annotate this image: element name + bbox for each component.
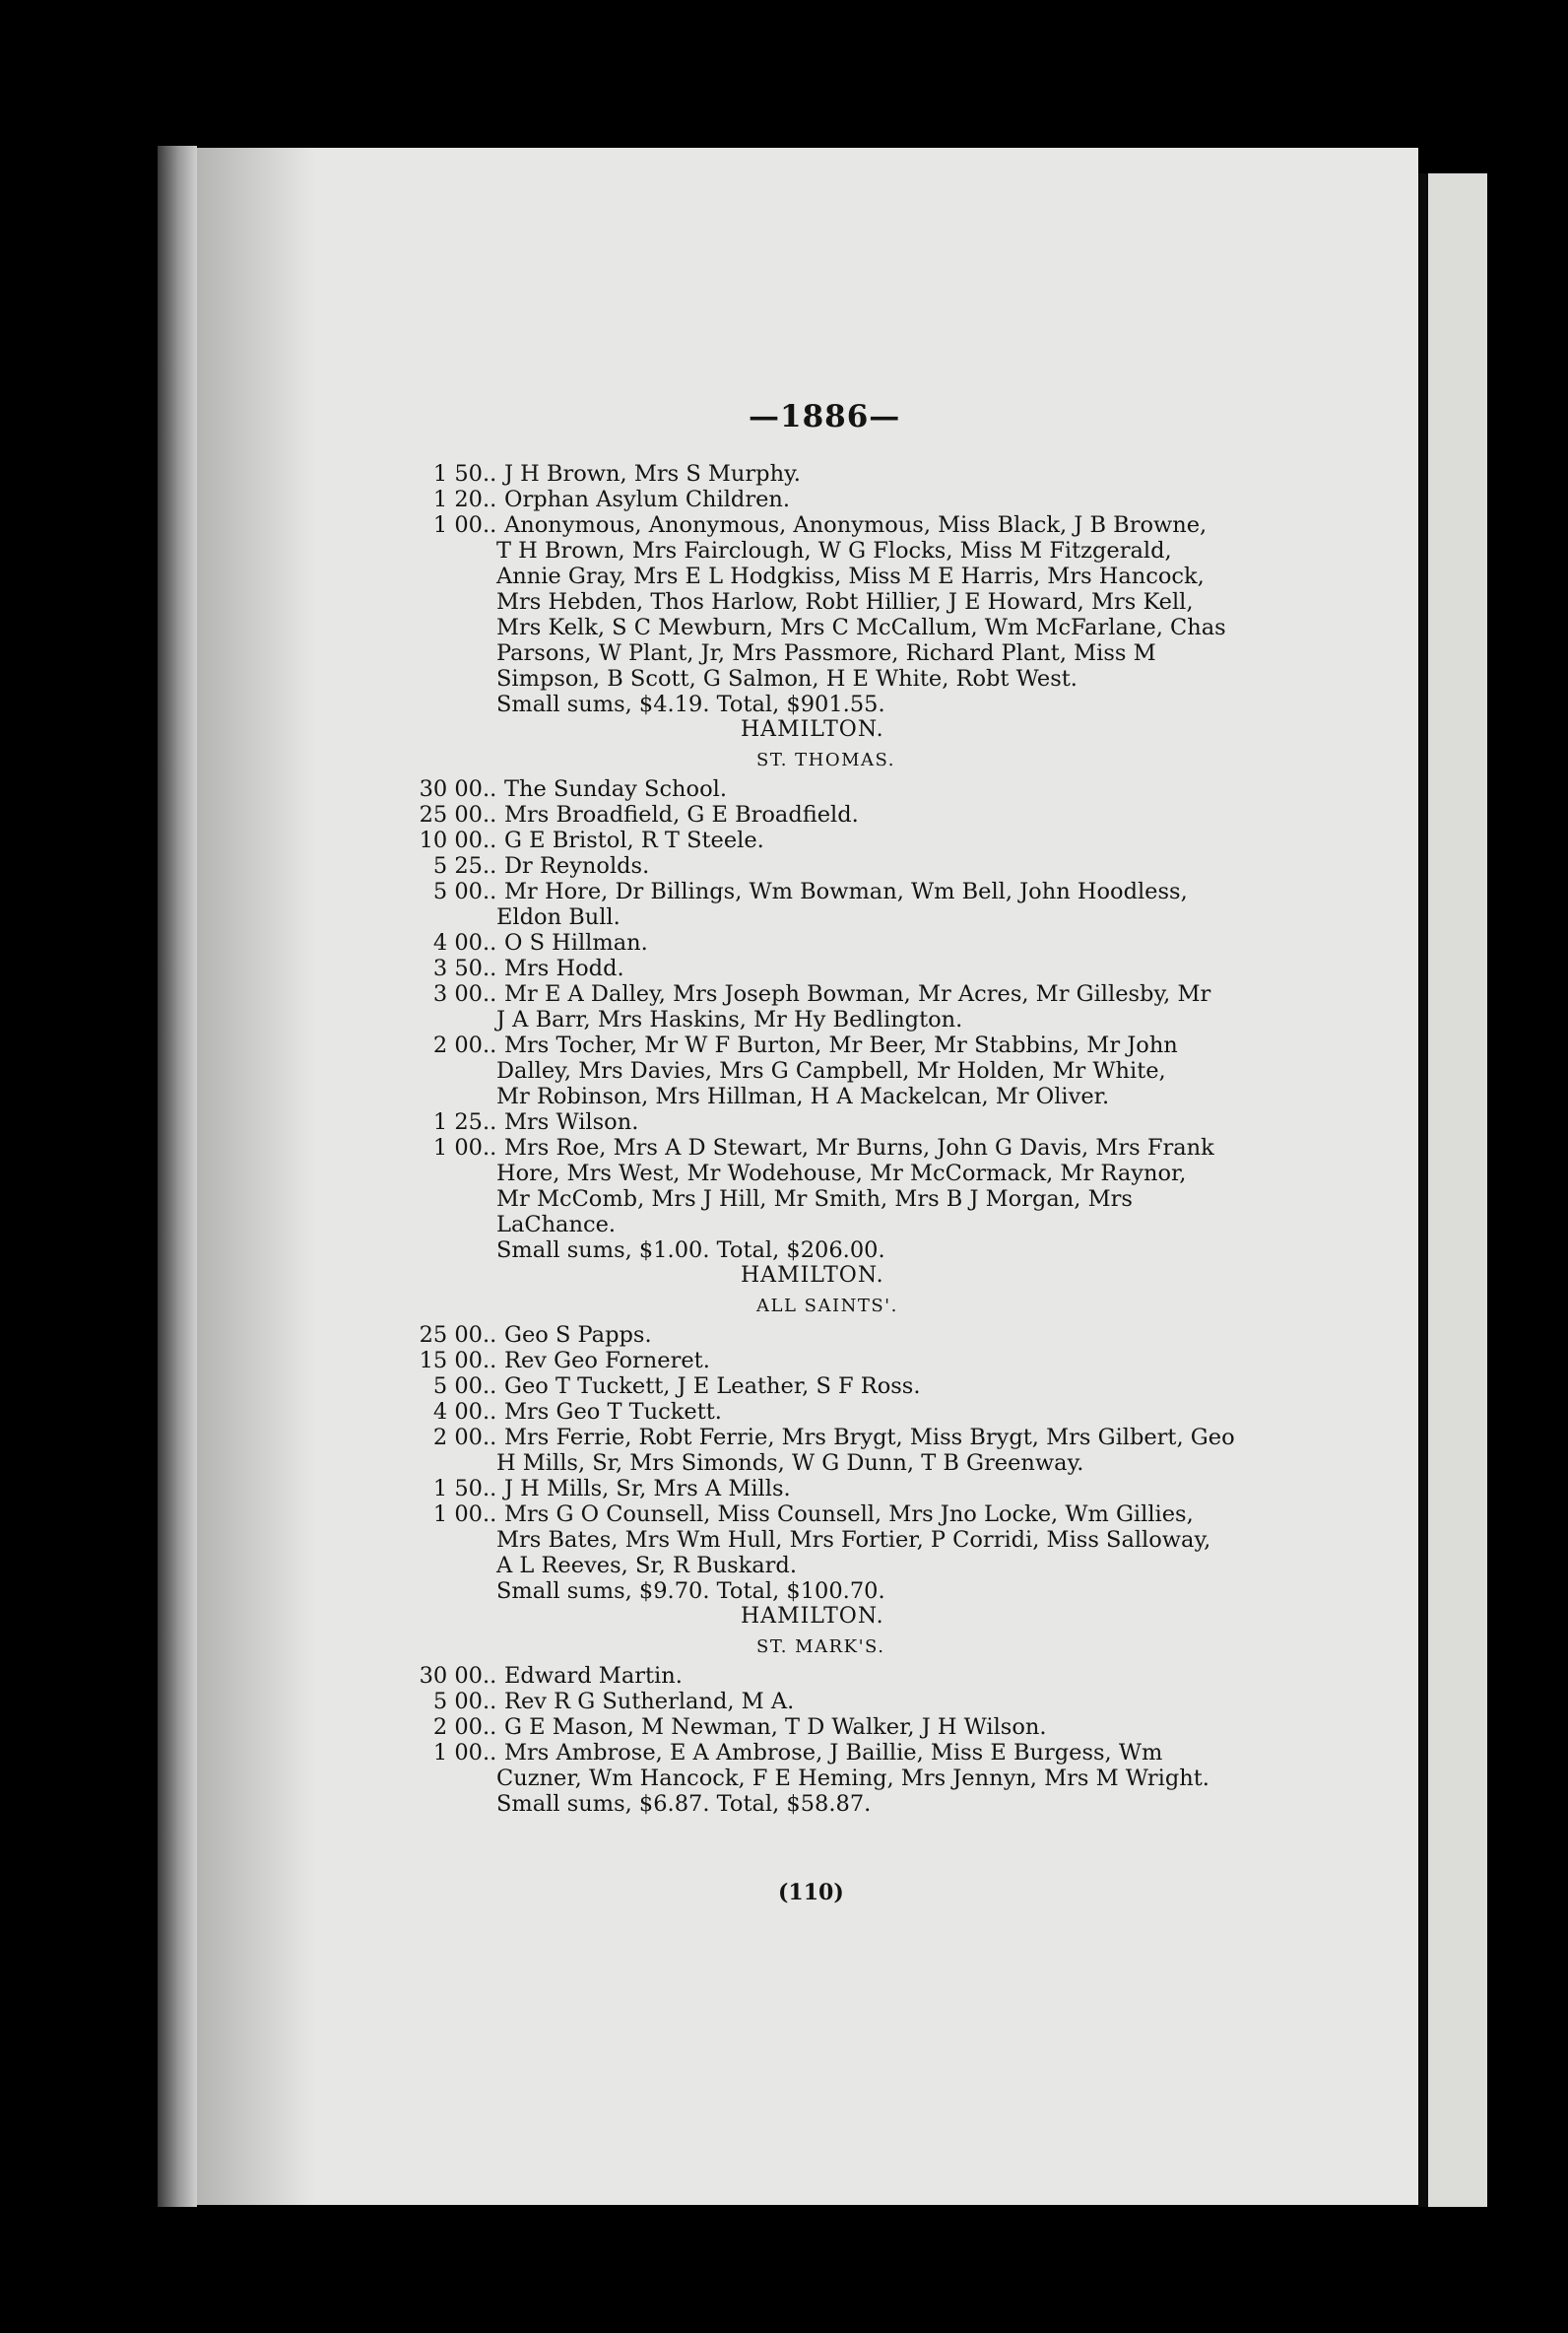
donation-amount: 5 00: [432, 1373, 483, 1399]
donation-entry: [386, 1399, 1273, 1425]
donation-amount: 25 00: [419, 802, 483, 828]
donor-names-continued: J A Barr, Mrs Haskins, Mr Hy Bedlington.: [496, 1007, 963, 1033]
section-church-heading: ST. MARK'S.: [756, 1636, 885, 1657]
amount-leader-dots: ..: [483, 1689, 497, 1714]
amount-leader-dots: ..: [483, 930, 497, 956]
page-number: (110): [778, 1880, 844, 1905]
donor-names-continued: Parsons, W Plant, Jr, Mrs Passmore, Richard Plant, Miss M: [496, 640, 1156, 666]
page-gutter: [1418, 173, 1428, 2207]
amount-leader-dots: ..: [483, 1109, 497, 1135]
donor-names: G E Bristol, R T Steele.: [504, 828, 764, 853]
amount-leader-dots: ..: [483, 1740, 497, 1766]
donor-names-continued: H Mills, Sr, Mrs Simonds, W G Dunn, T B Greenway.: [496, 1450, 1084, 1476]
amount-leader-dots: ..: [483, 956, 497, 981]
amount-leader-dots: ..: [483, 1663, 497, 1689]
donation-amount: 1 00: [432, 1135, 483, 1161]
section-church-heading: ALL SAINTS'.: [756, 1296, 898, 1316]
donor-names-continued: Mrs Hebden, Thos Harlow, Robt Hillier, J E Howard, Mrs Kell,: [496, 589, 1194, 615]
section-summary: Small sums, $9.70. Total, $100.70.: [496, 1578, 885, 1604]
donation-entry: [386, 1135, 1273, 1161]
donation-entry: [386, 1033, 1273, 1058]
facing-page-edge: [1428, 173, 1487, 2207]
donation-entry: [386, 776, 1273, 802]
donor-names: Mrs Broadfield, G E Broadfield.: [504, 802, 859, 828]
donation-amount: 1 25: [432, 1109, 483, 1135]
donation-entry: [386, 1689, 1273, 1714]
amount-leader-dots: ..: [483, 1476, 497, 1501]
donor-names: Geo S Papps.: [504, 1322, 652, 1348]
donation-amount: 1 50: [432, 1476, 483, 1501]
amount-leader-dots: ..: [483, 487, 497, 512]
amount-leader-dots: ..: [483, 1399, 497, 1425]
donation-entry: [386, 1740, 1273, 1766]
donor-names-continued: Eldon Bull.: [496, 904, 621, 930]
section-summary: Small sums, $6.87. Total, $58.87.: [496, 1791, 872, 1817]
donor-names: Mrs G O Counsell, Miss Counsell, Mrs Jno Locke, Wm Gillies,: [504, 1501, 1194, 1527]
donation-entry: [386, 1663, 1273, 1689]
donation-amount: 25 00: [419, 1322, 483, 1348]
donor-names-continued: Mrs Bates, Mrs Wm Hull, Mrs Fortier, P Corridi, Miss Salloway,: [496, 1527, 1211, 1553]
donation-entry: [386, 802, 1273, 828]
donor-names: Orphan Asylum Children.: [504, 487, 791, 512]
donation-entry: [386, 879, 1273, 904]
donation-entry: [386, 981, 1273, 1007]
donation-amount: 4 00: [432, 930, 483, 956]
donation-amount: 2 00: [432, 1425, 483, 1450]
amount-leader-dots: ..: [483, 828, 497, 853]
donor-names-continued: Annie Gray, Mrs E L Hodgkiss, Miss M E Harris, Mrs Hancock,: [496, 564, 1205, 589]
donation-entry: [386, 1714, 1273, 1740]
amount-leader-dots: ..: [483, 1135, 497, 1161]
donation-entry: [386, 1322, 1273, 1348]
donation-amount: 2 00: [432, 1714, 483, 1740]
donor-names: Rev Geo Forneret.: [504, 1348, 710, 1373]
donor-names-continued: T H Brown, Mrs Fairclough, W G Flocks, Miss M Fitzgerald,: [496, 538, 1172, 564]
donation-amount: 30 00: [419, 1663, 483, 1689]
donation-entry: [386, 956, 1273, 981]
donor-names: Mrs Tocher, Mr W F Burton, Mr Beer, Mr Stabbins, Mr John: [504, 1033, 1178, 1058]
donor-names: Rev R G Sutherland, M A.: [504, 1689, 795, 1714]
donation-entry: [386, 1476, 1273, 1501]
book-binding-edge: [158, 146, 197, 2207]
donation-entry: [386, 461, 1273, 487]
donation-entry: [386, 487, 1273, 512]
donation-amount: 1 00: [432, 512, 483, 538]
donor-names: Edward Martin.: [504, 1663, 683, 1689]
amount-leader-dots: ..: [483, 1373, 497, 1399]
donation-entry: [386, 1109, 1273, 1135]
donation-amount: 1 00: [432, 1740, 483, 1766]
amount-leader-dots: ..: [483, 802, 497, 828]
donation-entry: [386, 512, 1273, 538]
donation-entry: [386, 853, 1273, 879]
donation-entry: [386, 1373, 1273, 1399]
amount-leader-dots: ..: [483, 853, 497, 879]
amount-leader-dots: ..: [483, 1425, 497, 1450]
amount-leader-dots: ..: [483, 512, 497, 538]
donation-entry: [386, 828, 1273, 853]
donation-amount: 3 00: [432, 981, 483, 1007]
donor-names-continued: Hore, Mrs West, Mr Wodehouse, Mr McCormack, Mr Raynor,: [496, 1161, 1187, 1186]
amount-leader-dots: ..: [483, 1322, 497, 1348]
donor-names-continued: Dalley, Mrs Davies, Mrs G Campbell, Mr Holden, Mr White,: [496, 1058, 1166, 1084]
donor-names: O S Hillman.: [504, 930, 648, 956]
section-city-heading: HAMILTON.: [741, 717, 884, 742]
donation-entry: [386, 930, 1273, 956]
donation-entry: [386, 1348, 1273, 1373]
donor-names: Mrs Ambrose, E A Ambrose, J Baillie, Miss E Burgess, Wm: [504, 1740, 1163, 1766]
donation-amount: 30 00: [419, 776, 483, 802]
donor-names: J H Brown, Mrs S Murphy.: [504, 461, 801, 487]
amount-leader-dots: ..: [483, 981, 497, 1007]
donor-names: G E Mason, M Newman, T D Walker, J H Wilson.: [504, 1714, 1047, 1740]
donor-names: Mrs Ferrie, Robt Ferrie, Mrs Brygt, Miss Brygt, Mrs Gilbert, Geo: [504, 1425, 1235, 1450]
donor-names-continued: Cuzner, Wm Hancock, F E Heming, Mrs Jennyn, Mrs M Wright.: [496, 1766, 1209, 1791]
page-header-year: —1886—: [749, 399, 901, 434]
donation-amount: 4 00: [432, 1399, 483, 1425]
donation-amount: 5 25: [432, 853, 483, 879]
donor-names: Mrs Wilson.: [504, 1109, 639, 1135]
amount-leader-dots: ..: [483, 1033, 497, 1058]
donation-amount: 2 00: [432, 1033, 483, 1058]
donor-names: Mr E A Dalley, Mrs Joseph Bowman, Mr Acres, Mr Gillesby, Mr: [504, 981, 1211, 1007]
donor-names: The Sunday School.: [504, 776, 727, 802]
donation-amount: 5 00: [432, 1689, 483, 1714]
amount-leader-dots: ..: [483, 461, 497, 487]
amount-leader-dots: ..: [483, 1501, 497, 1527]
amount-leader-dots: ..: [483, 1348, 497, 1373]
donor-names-continued: Mrs Kelk, S C Mewburn, Mrs C McCallum, Wm McFarlane, Chas: [496, 615, 1226, 640]
donor-names-continued: Simpson, B Scott, G Salmon, H E White, Robt West.: [496, 666, 1078, 692]
donor-names: Dr Reynolds.: [504, 853, 650, 879]
section-summary: Small sums, $1.00. Total, $206.00.: [496, 1237, 885, 1263]
donor-names-continued: Mr Robinson, Mrs Hillman, H A Mackelcan, Mr Oliver.: [496, 1084, 1110, 1109]
donation-amount: 1 50: [432, 461, 483, 487]
donor-names: Anonymous, Anonymous, Anonymous, Miss Black, J B Browne,: [504, 512, 1208, 538]
donor-names: J H Mills, Sr, Mrs A Mills.: [504, 1476, 791, 1501]
donor-names: Mrs Hodd.: [504, 956, 624, 981]
donor-names: Mrs Geo T Tuckett.: [504, 1399, 722, 1425]
donation-amount: 10 00: [419, 828, 483, 853]
donation-amount: 1 00: [432, 1501, 483, 1527]
section-city-heading: HAMILTON.: [741, 1263, 884, 1288]
donation-entry: [386, 1501, 1273, 1527]
amount-leader-dots: ..: [483, 879, 497, 904]
donor-names-continued: LaChance.: [496, 1212, 617, 1237]
donor-names-continued: Mr McComb, Mrs J Hill, Mr Smith, Mrs B J Morgan, Mrs: [496, 1186, 1133, 1212]
donation-amount: 3 50: [432, 956, 483, 981]
section-church-heading: ST. THOMAS.: [756, 750, 895, 770]
donor-names-continued: A L Reeves, Sr, R Buskard.: [496, 1553, 797, 1578]
section-summary: Small sums, $4.19. Total, $901.55.: [496, 692, 885, 717]
donor-names: Geo T Tuckett, J E Leather, S F Ross.: [504, 1373, 921, 1399]
donor-names: Mr Hore, Dr Billings, Wm Bowman, Wm Bell, John Hoodless,: [504, 879, 1188, 904]
donor-names: Mrs Roe, Mrs A D Stewart, Mr Burns, John G Davis, Mrs Frank: [504, 1135, 1214, 1161]
donation-entry: [386, 1425, 1273, 1450]
amount-leader-dots: ..: [483, 776, 497, 802]
donation-amount: 5 00: [432, 879, 483, 904]
section-city-heading: HAMILTON.: [741, 1604, 884, 1629]
donation-amount: 1 20: [432, 487, 483, 512]
donation-amount: 15 00: [419, 1348, 483, 1373]
amount-leader-dots: ..: [483, 1714, 497, 1740]
